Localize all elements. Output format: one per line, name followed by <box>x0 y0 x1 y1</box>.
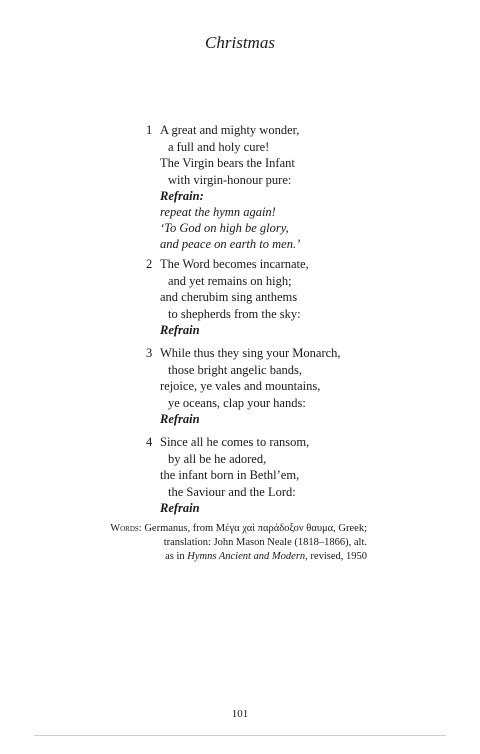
verse-line: The Word becomes incarnate, <box>160 257 309 271</box>
verse-4 <box>146 434 309 500</box>
verse-number: 1 <box>146 123 153 137</box>
verse-line: to shepherds from the sky: <box>168 306 301 321</box>
verse-number: 3 <box>146 346 153 360</box>
credits-suffix: , revised, 1950 <box>305 551 367 562</box>
refrain-full <box>160 188 300 252</box>
credits-source: : Germanus, from Μέγα χαὶ παράδοξον θαυμα, Greek; <box>138 523 367 534</box>
refrain-label: Refrain <box>160 412 200 426</box>
refrain-line: ‘To God on high be glory, <box>160 221 289 235</box>
credits-prefix: as in <box>165 551 188 562</box>
refrain-short <box>160 411 200 427</box>
refrain-short <box>160 322 200 338</box>
refrain-label: Refrain: <box>160 189 204 203</box>
verse-line: ye oceans, clap your hands: <box>168 395 306 410</box>
credits-line-1 <box>110 522 367 536</box>
verse-1 <box>146 122 299 188</box>
verse-number: 2 <box>146 257 153 271</box>
credits-line-3 <box>110 550 367 564</box>
refrain-line: repeat the hymn again! <box>160 205 276 219</box>
verse-3 <box>146 345 341 411</box>
verse-number: 4 <box>146 435 153 449</box>
refrain-line: and peace on earth to men.’ <box>160 237 301 251</box>
verse-line: rejoice, ye vales and mountains, <box>160 379 321 393</box>
verse-line: Since all he comes to ransom, <box>160 435 310 449</box>
refrain-label: Refrain <box>160 501 200 515</box>
credits-line-2: translation: John Mason Neale (1818–1866), alt. <box>163 537 367 548</box>
verse-line: and yet remains on high; <box>168 273 292 288</box>
footer-divider <box>34 735 446 736</box>
verse-line: and cherubim sing anthems <box>160 290 298 304</box>
verse-line: The Virgin bears the Infant <box>160 156 295 170</box>
verse-line: those bright angelic bands, <box>168 362 302 377</box>
page-number: 101 <box>231 708 249 720</box>
refrain-short <box>160 500 200 516</box>
verse-line: While thus they sing your Monarch, <box>160 346 341 360</box>
credits <box>110 522 367 564</box>
verse-line: a full and holy cure! <box>168 139 270 154</box>
verse-line: the Saviour and the Lord: <box>168 484 296 499</box>
verse-line: A great and mighty wonder, <box>160 123 300 137</box>
verse-line: the infant born in Bethl’em, <box>160 468 300 482</box>
verse-line: with virgin-honour pure: <box>168 172 292 187</box>
credits-book-title: Hymns Ancient and Modern <box>187 551 306 562</box>
refrain-label: Refrain <box>160 323 200 337</box>
verse-2 <box>146 256 309 322</box>
verse-line: by all be he adored, <box>168 451 267 466</box>
page-title: Christmas <box>205 33 275 52</box>
words-label: Words <box>110 523 139 534</box>
